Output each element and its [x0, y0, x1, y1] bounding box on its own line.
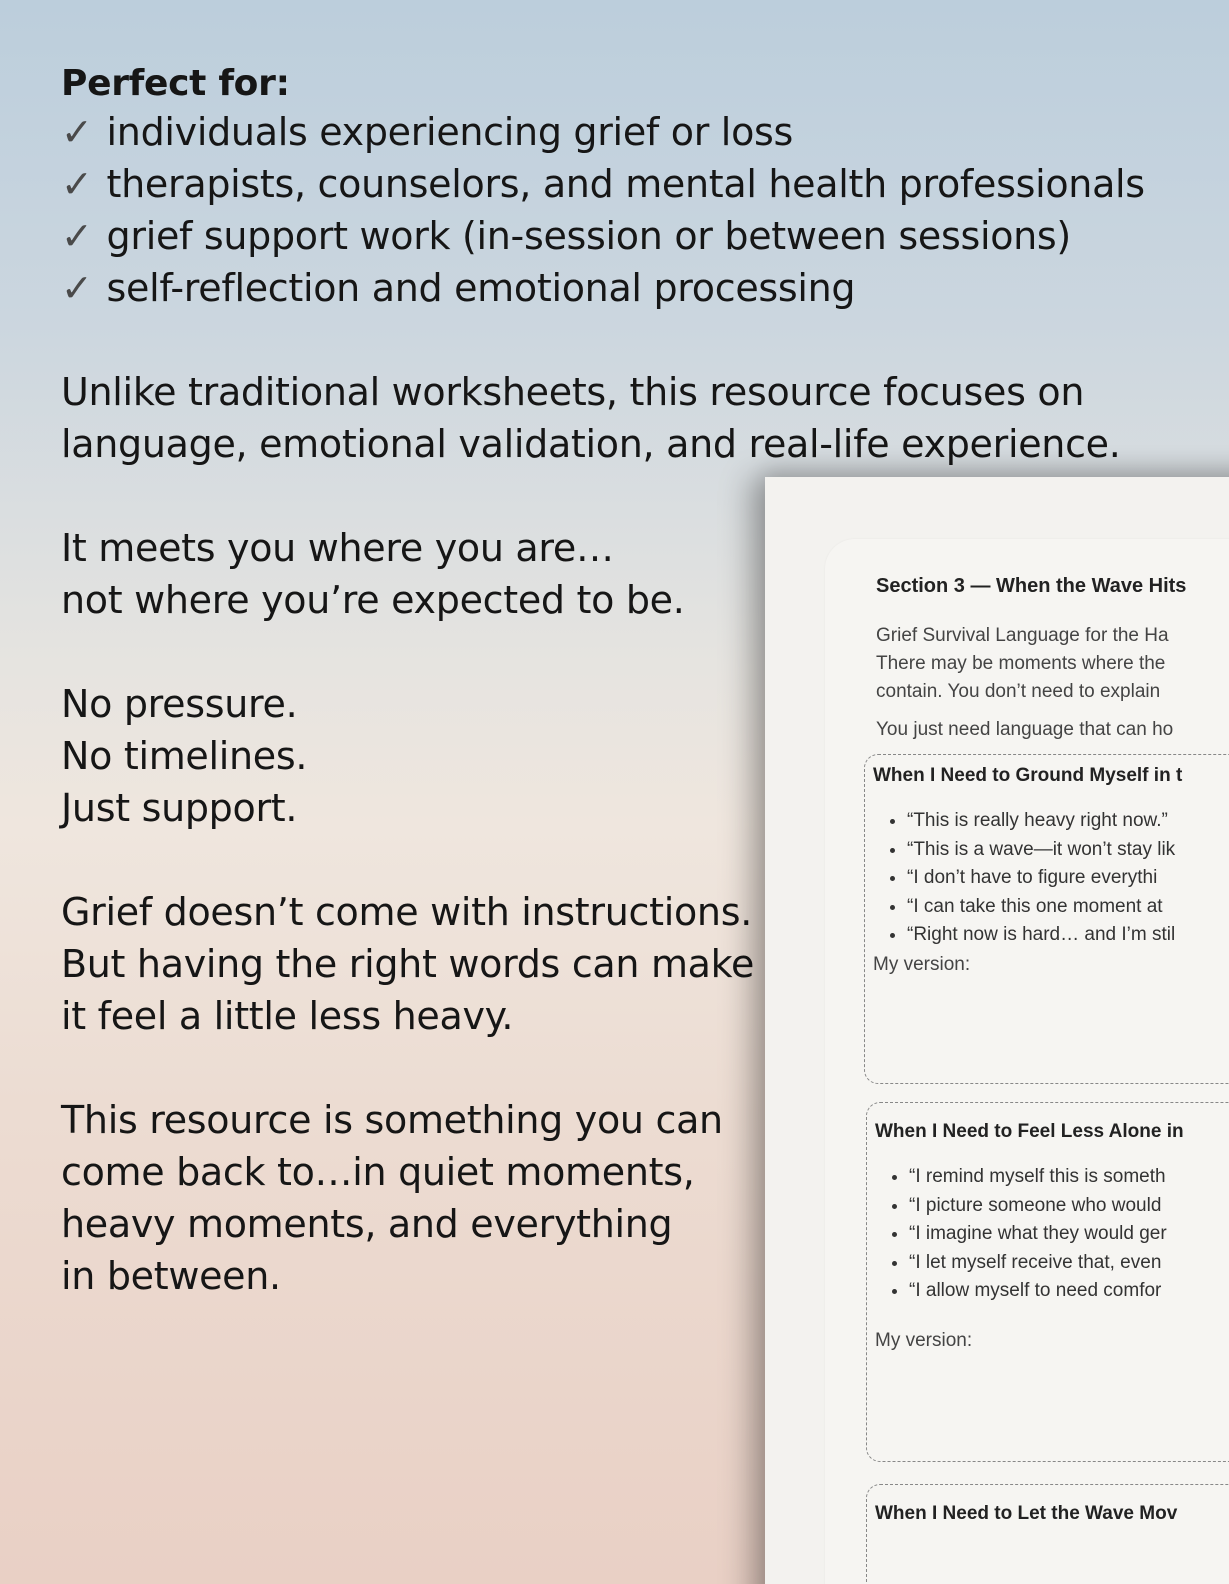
paragraph-line: come back to…in quiet moments, — [61, 1150, 695, 1194]
box-title: When I Need to Feel Less Alone in — [875, 1121, 1184, 1142]
phrase-item: • “I imagine what they would ger — [909, 1220, 1229, 1249]
phrase-list — [873, 807, 1229, 950]
paragraph-line: But having the right words can make — [61, 942, 755, 986]
checklist-item-text: self-reflection and emotional processing — [106, 266, 856, 310]
paragraph-line: This resource is something you can — [61, 1098, 723, 1142]
worksheet-title: Section 3 — When the Wave Hits — [876, 575, 1187, 597]
checklist-item — [61, 210, 1071, 262]
checklist-item — [61, 262, 856, 314]
checkmark-icon: ✓ — [61, 266, 93, 310]
phrase-item: • “This is really heavy right now.” — [907, 807, 1229, 836]
intro-line: contain. You don’t need to explain — [876, 681, 1161, 702]
description-paragraph — [61, 366, 1121, 470]
paragraph-line: Grief doesn’t come with instructions. — [61, 890, 752, 934]
no-pressure-paragraph — [61, 678, 761, 834]
box-title: When I Need to Let the Wave Mov — [875, 1503, 1178, 1524]
checklist-item-text: grief support work (in-session or between sessions) — [106, 214, 1071, 258]
paragraph-line: in between. — [61, 1254, 281, 1298]
paragraph-line: Just support. — [61, 786, 298, 830]
phrase-item: • “I can take this one moment at — [907, 893, 1229, 922]
worksheet-content — [873, 575, 1229, 1584]
grief-instructions-paragraph — [61, 886, 761, 1042]
paragraph-line: not where you’re expected to be. — [61, 578, 685, 622]
come-back-paragraph — [61, 1094, 761, 1302]
paragraph-line: No pressure. — [61, 682, 298, 726]
paragraph-line: heavy moments, and everything — [61, 1202, 673, 1246]
intro-line: Grief Survival Language for the Ha — [876, 625, 1169, 646]
checkmark-icon: ✓ — [61, 214, 93, 258]
checklist-item-text: individuals experiencing grief or loss — [106, 110, 794, 154]
prompt-box-less-alone — [866, 1102, 1229, 1462]
paragraph-line: No timelines. — [61, 734, 308, 778]
intro-line: You just need language that can ho — [876, 719, 1174, 740]
checklist-item-text: therapists, counselors, and mental health professionals — [106, 162, 1145, 206]
prompt-box-let-wave-move — [866, 1484, 1229, 1584]
checkmark-icon: ✓ — [61, 110, 93, 154]
paragraph-line: language, emotional validation, and real-life experience. — [61, 422, 1121, 466]
phrase-item: • “I picture someone who would — [909, 1192, 1229, 1221]
meets-you-paragraph — [61, 522, 761, 626]
perfect-for-heading: Perfect for: — [61, 63, 290, 104]
intro-line: There may be moments where the — [876, 653, 1166, 674]
audience-checklist — [61, 106, 1145, 314]
phrase-item: • “I let myself receive that, even — [909, 1249, 1229, 1278]
phrase-list — [875, 1163, 1229, 1306]
paragraph-line: It meets you where you are… — [61, 526, 614, 570]
my-version-label: My version: — [873, 953, 971, 975]
checkmark-icon: ✓ — [61, 162, 93, 206]
phrase-item: • “I allow myself to need comfor — [909, 1277, 1229, 1306]
phrase-item: • “This is a wave—it won’t stay lik — [907, 836, 1229, 865]
checklist-item — [61, 158, 1145, 210]
phrase-item: • “Right now is hard… and I’m stil — [907, 921, 1229, 950]
phrase-item: • “I don’t have to figure everythi — [907, 864, 1229, 893]
paragraph-line: Unlike traditional worksheets, this resource focuses on — [61, 370, 1085, 414]
paragraph-line: it feel a little less heavy. — [61, 994, 514, 1038]
checklist-item — [61, 106, 794, 158]
box-title: When I Need to Ground Myself in t — [873, 765, 1183, 786]
prompt-box-ground — [864, 754, 1229, 1084]
phrase-item: • “I remind myself this is someth — [909, 1163, 1229, 1192]
my-version-label: My version: — [875, 1329, 973, 1351]
